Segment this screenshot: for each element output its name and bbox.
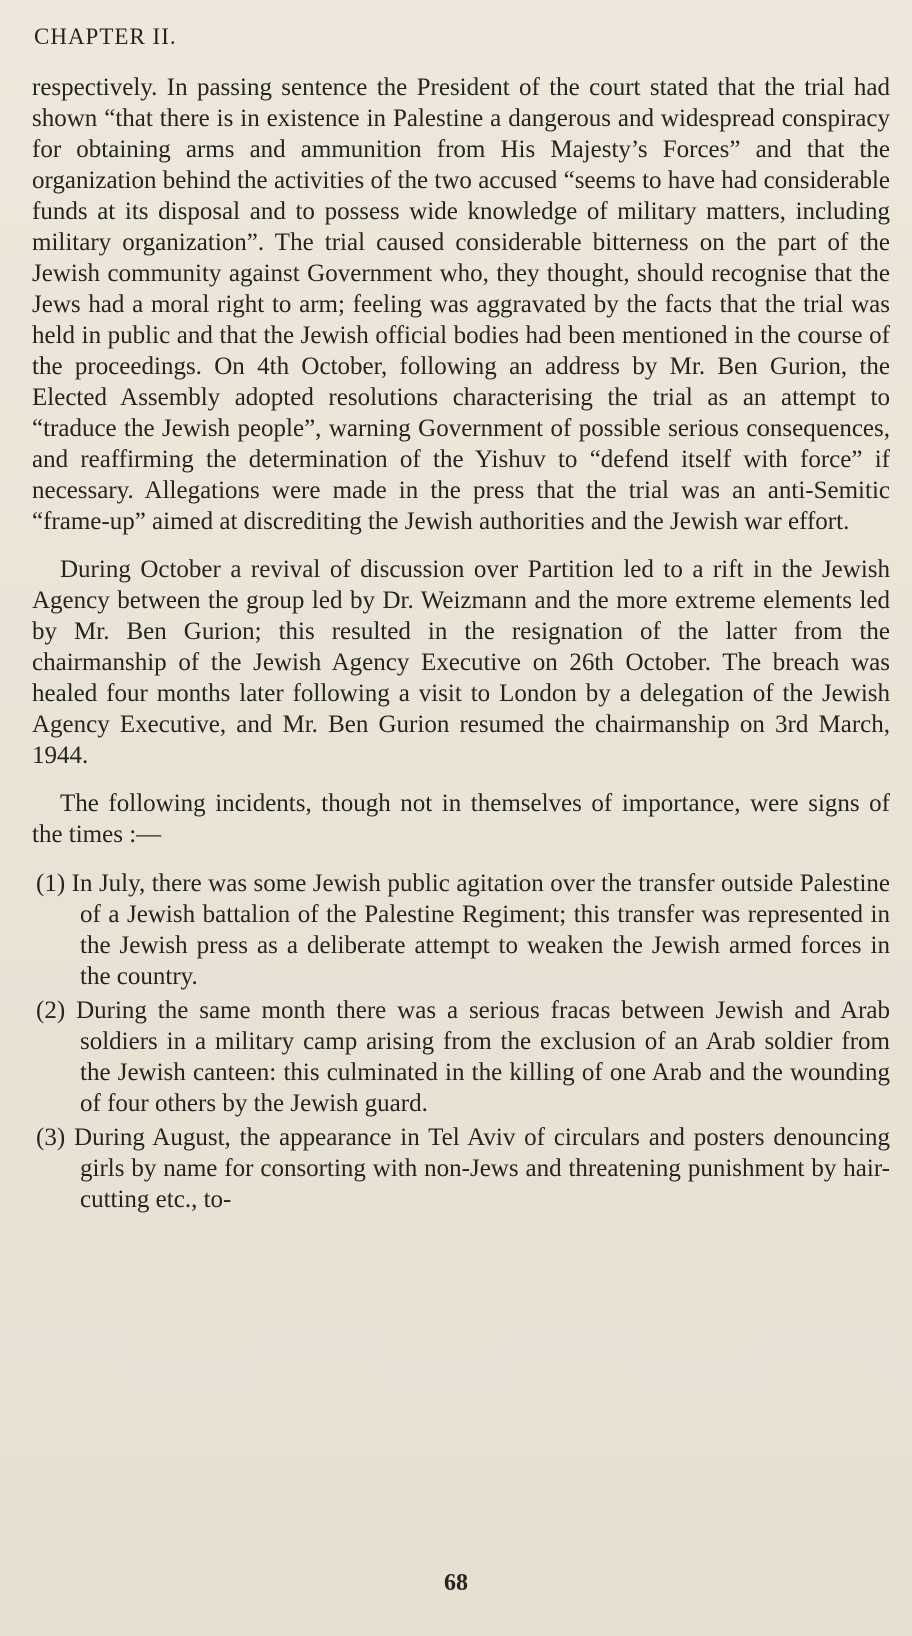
incident-text: In July, there was some Jewish public agitation over the transfer outside Palestine of a Jewish battalion of the Palestine Regiment; this transfer was represented in the Jewish press as a deliberate attempt to weaken the Jewish armed forces in the country. xyxy=(71,870,890,990)
incident-number: (1) xyxy=(36,870,66,897)
incident-item-1 xyxy=(32,868,890,992)
incident-text: During the same month there was a serious fracas between Jewish and Arab soldiers in a military camp arising from the exclusion of an Arab soldier from the Jewish canteen: this culminated in the killing of one Arab and the wounding of four others by the Jewish guard. xyxy=(76,997,891,1117)
chapter-heading: CHAPTER II. xyxy=(34,24,177,49)
paragraph-partition: During October a revival of discussion over Partition led to a rift in the Jewish Agency between the group led by Dr. Weizmann and the more extreme elements led by Mr. Ben Gurion; this resulted in the resignation of the latter from the chairmanship of the Jewish Agency Executive on 26th October. The breach was healed four months later following a visit to London by a delegation of the Jewish Agency Executive, and Mr. Ben Gurion resumed the chairmanship on 3rd March, 1944. xyxy=(32,556,890,769)
page-number: 68 xyxy=(444,1570,468,1596)
incident-number: (2) xyxy=(36,997,66,1024)
paragraph-trial: respectively. In passing sentence the President of the court stated that the trial had shown “that there is in existence in Palestine a dangerous and widespread conspiracy for obtaining arms and ammunition from His Majesty’s Forces” and that the organization behind the activities of the two accused “seems to have had considerable funds at its disposal and to possess wide knowledge of military matters, including military organization”. The trial caused considerable bitterness on the part of the Jewish community against Government who, they thought, should recognise that the Jews had a moral right to arm; feeling was aggravated by the facts that the trial was held in public and that the Jewish official bodies had been mentioned in the course of the proceedings. On 4th October, following an address by Mr. Ben Gurion, the Elected Assembly adopted resolutions characterising the trial as an attempt to “traduce the Jewish people”, warning Government of possible serious consequences, and reaffirming the determination of the Yishuv to “defend itself with force” if necessary. Allegations were made in the press that the trial was an anti-Semitic “frame-up” aimed at discrediting the Jewish authorities and the Jewish war effort. xyxy=(32,74,890,535)
incident-text: During August, the appearance in Tel Aviv of circulars and posters denouncing girls by name for consorting with non-Jews and threatening punishment by hair-cutting etc., to- xyxy=(74,1124,891,1213)
incident-number: (3) xyxy=(36,1124,66,1151)
document-body xyxy=(32,72,890,1218)
incident-item-3 xyxy=(32,1122,890,1215)
paragraph-incidents-intro: The following incidents, though not in themselves of importance, were signs of the times :— xyxy=(32,790,890,848)
incident-item-2 xyxy=(32,995,890,1119)
incident-list xyxy=(32,868,890,1215)
